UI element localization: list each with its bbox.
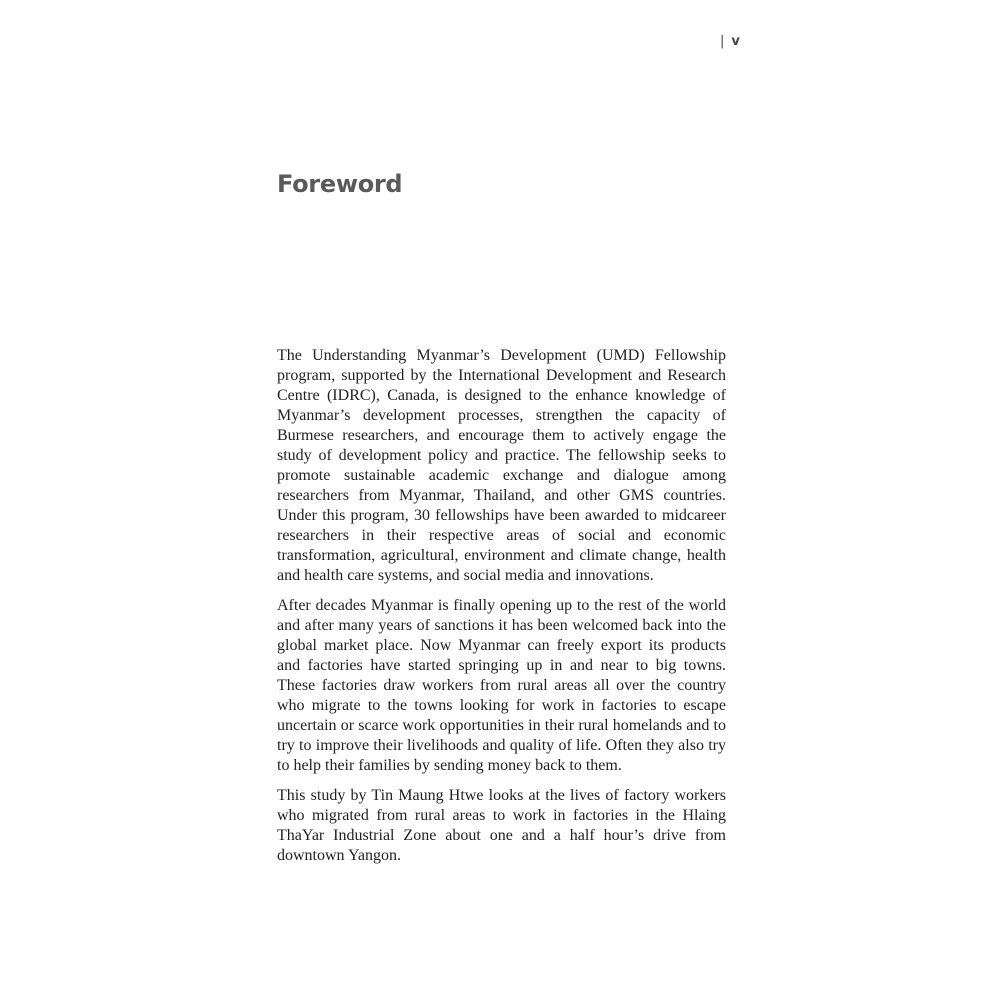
page-number-separator: | bbox=[720, 34, 726, 49]
paragraph: This study by Tin Maung Htwe looks at the lives of factory workers who migrated from rural areas to work in factories in the Hlaing ThaYar Industrial Zone about one and a half hour’s drive from downtown Yangon. bbox=[277, 787, 726, 864]
paragraph: After decades Myanmar is finally opening up to the rest of the world and after many years of sanctions it has been welcomed back into the global market place. Now Myanmar can freely export its products and factories have started springing up in and near to big towns. These factories draw workers from rural areas all over the country who migrate to the towns looking for work in factories to escape uncertain or scarce work opportunities in their rural homelands and to try to improve their livelihoods and quality of life. Often they also try to help their families by sending money back to them. bbox=[277, 597, 726, 774]
paragraph: The Understanding Myanmar’s Development (UMD) Fellowship program, supported by the International Development and Research Centre (IDRC), Canada, is designed to the enhance knowledge of Myanmar’s development processes, strengthen the capacity of Burmese researchers, and encourage them to actively engage the study of development policy and practice. The fellowship seeks to promote sustainable academic exchange and dialogue among researchers from Myanmar, Thailand, and other GMS countries. Under this program, 30 fellowships have been awarded to midcareer researchers in their respective areas of social and economic transformation, agricultural, environment and climate change, health and health care systems, and social media and innovations. bbox=[277, 347, 726, 584]
page-title: Foreword bbox=[277, 170, 403, 198]
page-number: v bbox=[731, 34, 741, 49]
body-text bbox=[277, 346, 726, 876]
page-number-header bbox=[720, 34, 741, 49]
